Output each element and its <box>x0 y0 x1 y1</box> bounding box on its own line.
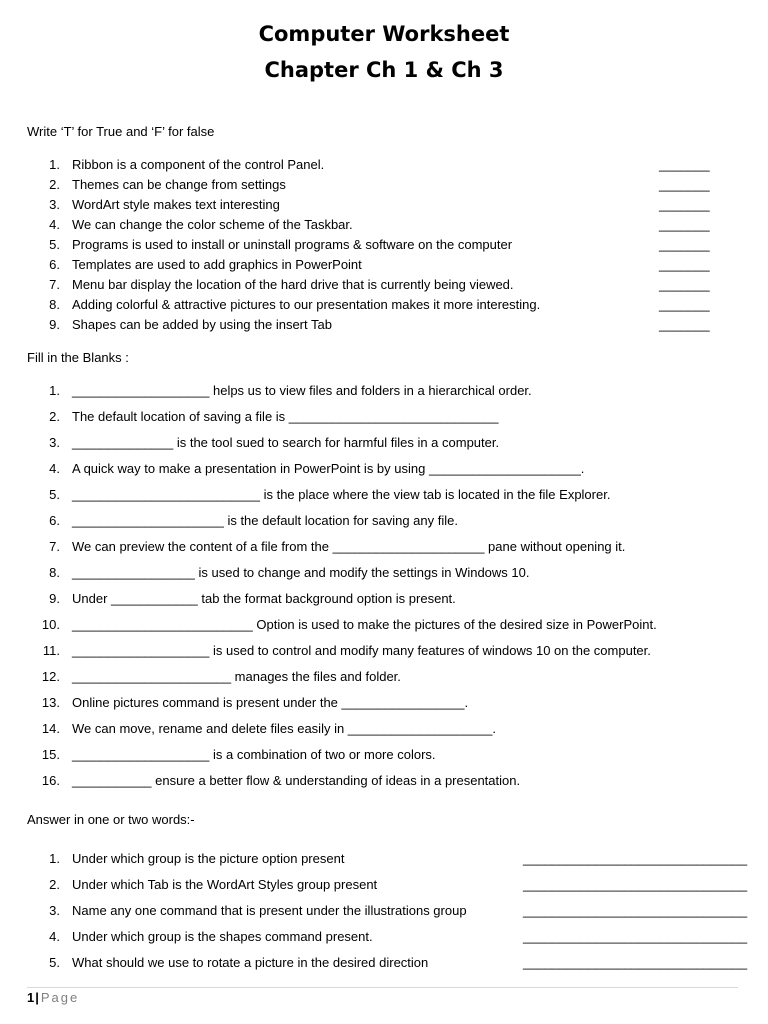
worksheet-subtitle: Chapter Ch 1 & Ch 3 <box>264 58 504 82</box>
answer-blank: _______ <box>659 277 710 292</box>
item-number: 7. <box>49 277 60 292</box>
question-text: WordArt style makes text interesting <box>72 197 280 212</box>
worksheet-title: Computer Worksheet <box>258 22 510 46</box>
question-text: ___________________ is used to control and modify many features of windows 10 on the computer. <box>72 643 651 658</box>
answer-blank: _______________________________ <box>523 851 748 866</box>
list-item <box>0 564 768 582</box>
question-text: _________________ is used to change and modify the settings in Windows 10. <box>72 565 530 580</box>
list-item <box>0 850 768 868</box>
question-text: ______________ is the tool sued to search for harmful files in a computer. <box>72 435 500 450</box>
item-number: 9. <box>49 591 60 606</box>
list-item <box>0 486 768 504</box>
item-number: 6. <box>49 257 60 272</box>
item-number: 4. <box>49 461 60 476</box>
question-text: Online pictures command is present under the _________________. <box>72 695 469 710</box>
question-text: __________________________ is the place where the view tab is located in the file Explorer. <box>72 487 611 502</box>
item-number: 13. <box>41 695 60 710</box>
question-text: Under ____________ tab the format background option is present. <box>72 591 456 606</box>
item-number: 2. <box>49 877 60 892</box>
answer-blank: _______ <box>659 197 710 212</box>
item-number: 14. <box>41 721 60 736</box>
item-number: 4. <box>49 929 60 944</box>
list-item <box>0 408 768 426</box>
item-number: 1. <box>49 157 60 172</box>
list-item <box>0 216 768 234</box>
list-item <box>0 176 768 194</box>
list-item <box>0 276 768 294</box>
list-item <box>0 460 768 478</box>
page-number: 1 <box>27 990 35 1005</box>
section-heading-short-answer: Answer in one or two words:- <box>27 812 195 827</box>
item-number: 5. <box>49 955 60 970</box>
list-item <box>0 538 768 556</box>
list-item <box>0 196 768 214</box>
item-number: 12. <box>41 669 60 684</box>
list-item <box>0 616 768 634</box>
question-text: We can preview the content of a file from the _____________________ pane without opening it. <box>72 539 626 554</box>
question-text: We can change the color scheme of the Taskbar. <box>72 217 353 232</box>
question-text: ______________________ manages the files and folder. <box>72 669 401 684</box>
item-number: 15. <box>41 747 60 762</box>
item-number: 7. <box>49 539 60 554</box>
answer-blank: _______________________________ <box>523 955 748 970</box>
page-footer <box>27 990 79 1005</box>
answer-blank: _______________________________ <box>523 903 748 918</box>
question-text: The default location of saving a file is _____________________________ <box>72 409 499 424</box>
question-text: We can move, rename and delete files easily in ____________________. <box>72 721 497 736</box>
item-number: 8. <box>49 565 60 580</box>
list-item <box>0 902 768 920</box>
list-item <box>0 296 768 314</box>
question-text: _________________________ Option is used to make the pictures of the desired size in PowerPoint. <box>72 617 657 632</box>
question-text: What should we use to rotate a picture in the desired direction <box>72 955 429 970</box>
item-number: 16. <box>41 773 60 788</box>
item-number: 9. <box>49 317 60 332</box>
answer-blank: _______ <box>659 297 710 312</box>
item-number: 5. <box>49 237 60 252</box>
item-number: 2. <box>49 177 60 192</box>
list-item <box>0 772 768 790</box>
page-label: Page <box>40 990 80 1005</box>
question-text: Under which group is the picture option present <box>72 851 345 866</box>
question-text: Under which Tab is the WordArt Styles group present <box>72 877 378 892</box>
section-heading-true-false: Write ‘T’ for True and ‘F’ for false <box>27 124 215 139</box>
footer-separator: | <box>35 990 39 1005</box>
section-heading-fill-blanks: Fill in the Blanks : <box>27 350 129 365</box>
answer-blank: _______ <box>659 317 710 332</box>
item-number: 3. <box>49 903 60 918</box>
item-number: 3. <box>49 435 60 450</box>
item-number: 2. <box>49 409 60 424</box>
list-item <box>0 382 768 400</box>
answer-blank: _______ <box>659 157 710 172</box>
item-number: 1. <box>49 383 60 398</box>
question-text: Programs is used to install or uninstall programs & software on the computer <box>72 237 513 252</box>
list-item <box>0 236 768 254</box>
item-number: 5. <box>49 487 60 502</box>
list-item <box>0 316 768 334</box>
list-item <box>0 590 768 608</box>
question-text: ___________________ helps us to view files and folders in a hierarchical order. <box>72 383 532 398</box>
item-number: 4. <box>49 217 60 232</box>
question-text: Ribbon is a component of the control Panel. <box>72 157 325 172</box>
question-text: Adding colorful & attractive pictures to our presentation makes it more interesting. <box>72 297 541 312</box>
question-text: Themes can be change from settings <box>72 177 286 192</box>
item-number: 6. <box>49 513 60 528</box>
list-item <box>0 156 768 174</box>
item-number: 1. <box>49 851 60 866</box>
item-number: 10. <box>41 617 60 632</box>
answer-blank: _______ <box>659 237 710 252</box>
question-text: Menu bar display the location of the hard drive that is currently being viewed. <box>72 277 514 292</box>
list-item <box>0 746 768 764</box>
answer-blank: _______ <box>659 177 710 192</box>
item-number: 3. <box>49 197 60 212</box>
list-item <box>0 694 768 712</box>
list-item <box>0 928 768 946</box>
list-item <box>0 512 768 530</box>
question-text: Templates are used to add graphics in PowerPoint <box>72 257 362 272</box>
list-item <box>0 876 768 894</box>
question-text: A quick way to make a presentation in PowerPoint is by using _____________________. <box>72 461 585 476</box>
list-item <box>0 434 768 452</box>
question-text: _____________________ is the default location for saving any file. <box>72 513 458 528</box>
question-text: ___________ ensure a better flow & understanding of ideas in a presentation. <box>72 773 521 788</box>
question-text: Name any one command that is present under the illustrations group <box>72 903 467 918</box>
question-text: ___________________ is a combination of two or more colors. <box>72 747 436 762</box>
answer-blank: _______________________________ <box>523 877 748 892</box>
question-text: Shapes can be added by using the insert Tab <box>72 317 332 332</box>
question-text: Under which group is the shapes command present. <box>72 929 373 944</box>
list-item <box>0 642 768 660</box>
answer-blank: _______________________________ <box>523 929 748 944</box>
list-item <box>0 720 768 738</box>
list-item <box>0 256 768 274</box>
item-number: 8. <box>49 297 60 312</box>
item-number: 11. <box>42 643 60 658</box>
list-item <box>0 668 768 686</box>
answer-blank: _______ <box>659 217 710 232</box>
footer-divider <box>27 987 738 988</box>
list-item <box>0 954 768 972</box>
answer-blank: _______ <box>659 257 710 272</box>
